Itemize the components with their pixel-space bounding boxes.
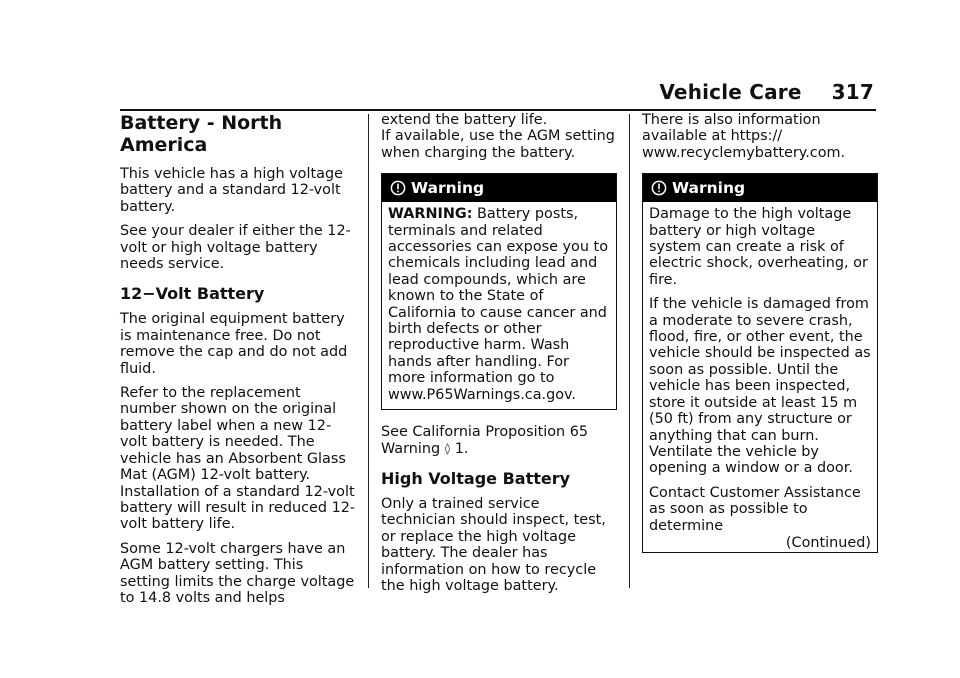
- paragraph: Only a trained service technician should inspect, test, or replace the high voltage battery. The dealer has information on how to recycle the high voltage battery.: [381, 495, 606, 594]
- warning-title: Warning: [411, 179, 485, 198]
- warning-icon: [390, 180, 406, 196]
- warning-text: Damage to the high voltage battery or high voltage system can create a risk of electric shock, overheating, or fire.: [649, 206, 868, 288]
- subsection-heading: High Voltage Battery: [381, 468, 571, 488]
- header-rule: [120, 109, 876, 111]
- paragraph: Some 12-volt chargers have an AGM battery setting. This setting limits the charge voltage to 14.8 volts and helps: [120, 540, 355, 606]
- warning-text: If the vehicle is damaged from a moderate to severe crash, flood, fire, or other event, the vehicle should be inspected as soon as possible. Until the vehicle has been inspected, store it outside at least 15 m (50 ft) from any structure or anything that can burn. Ventilate the vehicle by opening a window or a door.: [649, 296, 871, 477]
- section-title: Vehicle Care: [659, 80, 802, 104]
- page-reference-icon: ◊: [444, 441, 451, 455]
- warning-header: [382, 174, 616, 202]
- column-left: [120, 112, 356, 614]
- warning-text: Contact Customer Assistance as soon as possible to determine: [649, 484, 861, 534]
- page-header: [659, 80, 874, 104]
- warning-box: [381, 173, 617, 410]
- paragraph: See your dealer if either the 12-volt or high voltage battery needs service.: [120, 223, 351, 273]
- paragraph: If available, use the AGM setting when charging the battery.: [381, 128, 615, 161]
- cross-reference: [381, 424, 617, 457]
- warning-text: Battery posts, terminals and related accessories can expose you to chemicals including lead and lead compounds, which are known to the State of California to cause cancer and birth defects or other reproductive harm. Wash hands after handling. For more information go to www.P65Warnings.ca.gov.: [388, 206, 609, 403]
- paragraph: There is also information available at https:// www.recyclemybattery.com.: [642, 112, 846, 161]
- warning-body: [643, 202, 877, 552]
- warning-header: [643, 174, 877, 202]
- continued-label: (Continued): [785, 534, 871, 551]
- paragraph: This vehicle has a high voltage battery and a standard 12-volt battery.: [120, 166, 343, 215]
- reference-page: 1.: [454, 440, 469, 457]
- section-heading: Battery - North America: [120, 112, 283, 156]
- paragraph: The original equipment battery is maintenance free. Do not remove the cap and do not add fluid.: [120, 311, 348, 377]
- warning-title: Warning: [672, 179, 746, 198]
- paragraph: Refer to the replacement number shown on the original battery label when a new 12-volt battery is needed. The vehicle has an Absorbent Glass Mat (AGM) 12-volt battery. Installation of a standard 12-volt battery will result in reduced 12-volt battery life.: [120, 385, 356, 533]
- column-divider: [629, 114, 630, 588]
- warning-icon: [651, 180, 667, 196]
- column-middle: [381, 112, 617, 602]
- column-right: [642, 112, 878, 567]
- column-divider: [368, 114, 369, 588]
- warning-body: [382, 202, 616, 409]
- page-number: 317: [831, 80, 874, 104]
- paragraph: extend the battery life.: [381, 112, 548, 128]
- warning-lead: WARNING:: [388, 206, 473, 223]
- subsection-heading: 12−Volt Battery: [120, 284, 265, 304]
- warning-box: [642, 173, 878, 553]
- reference-text: See California Proposition 65 Warning: [381, 424, 589, 457]
